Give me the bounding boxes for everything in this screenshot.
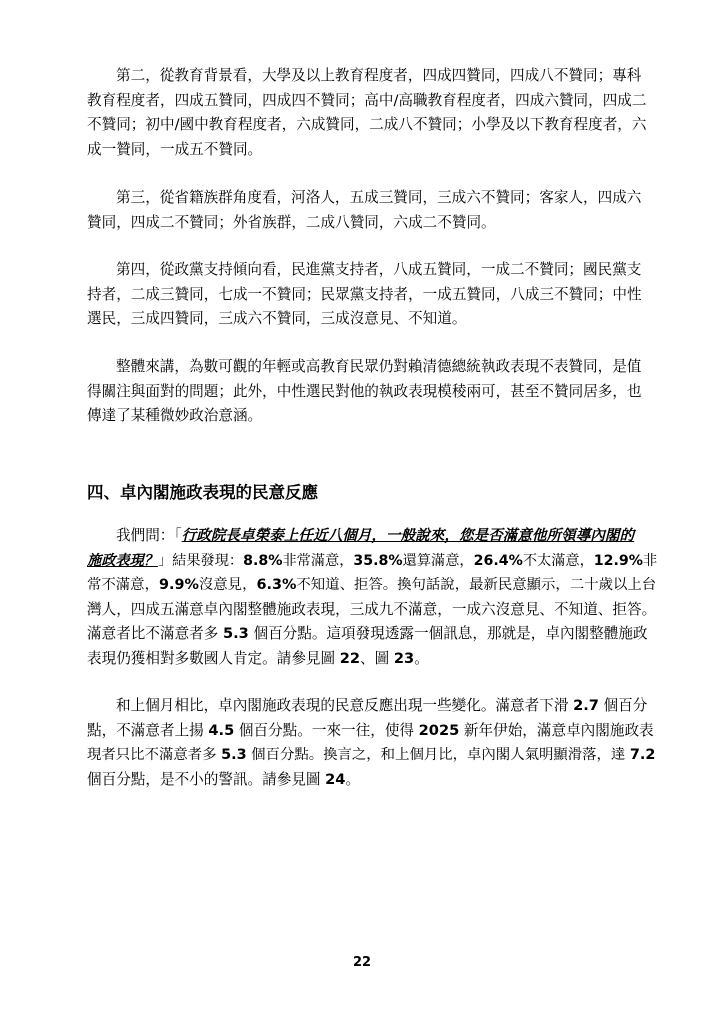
paragraph-ethnic: [87, 186, 657, 235]
text-line: 教育程度者，四成五贊同，四成四不贊同；高中/高職教育程度者，四成六贊同，四成二: [87, 91, 647, 109]
stat-value: 7.2: [629, 747, 656, 763]
text-line: [87, 647, 657, 672]
text-run: 」結果發現：: [157, 552, 244, 569]
text-line: 持者，二成三贊同，七成一不贊同；民眾黨支持者，一成五贊同，八成三不贊同；中性: [87, 285, 642, 303]
text-line: [87, 694, 657, 719]
text-run: 不太滿意，: [522, 552, 594, 569]
text-run: 。: [414, 649, 429, 667]
text-run: 非常滿意，: [282, 552, 354, 569]
stat-value: 26.4%: [473, 552, 523, 569]
text-run: 不知道、拒答。換句話說，最新民意顯示，二十歲以上台: [296, 577, 657, 593]
text-run: 表現仍獲相對多數國人肯定。請參見圖: [87, 649, 340, 667]
text-run: 我們問：「: [116, 527, 182, 544]
text-run: 個百分點。這項發現透露一個訊息，那就是，卓內閣整體施政: [248, 625, 648, 642]
text-line: [87, 622, 657, 647]
stat-value: 9.9%: [158, 577, 199, 593]
text-line: [87, 768, 657, 793]
text-run: 常不滿意，: [87, 577, 159, 593]
text-run: 點，不滿意者上揚: [87, 721, 209, 739]
stat-value: 12.9%: [593, 552, 644, 569]
text-run: 還算滿意，: [402, 552, 474, 569]
stat-value: 5.3: [221, 747, 247, 763]
figure-ref: 22: [339, 649, 361, 667]
text-run: 個百分點，是不小的警訊。請參見圖: [87, 770, 326, 788]
text-line: 第三，從省籍族群角度看，河洛人，五成三贊同，三成六不贊同；客家人，四成六: [116, 189, 642, 206]
text-line: [87, 573, 657, 598]
paragraph-overall: [87, 355, 657, 429]
text-run: 沒意見，: [198, 577, 257, 593]
text-line: [87, 524, 657, 549]
text-run: 和上個月相比，卓內閣施政表現的民意反應出現一些變化。滿意者下滑: [116, 697, 574, 714]
paragraph-party: [87, 258, 657, 332]
stat-value: 35.8%: [353, 552, 403, 569]
text-run: 現者只比不滿意者多: [87, 747, 222, 763]
stat-value: 8.8%: [243, 552, 283, 569]
figure-ref: 24: [325, 770, 346, 788]
text-line: 第二，從教育背景看，大學及以上教育程度者，四成四贊同，四成八不贊同；專科: [116, 67, 642, 84]
text-run: 個百分點。換言之，和上個月比，卓內閣人氣明顯滑落，達: [246, 747, 630, 763]
page-number: 22: [352, 955, 372, 970]
text-run: 。: [345, 770, 361, 788]
text-line: 成一贊同，一成五不贊同。: [87, 140, 263, 158]
figure-ref: 23: [393, 649, 415, 667]
text-line: 選民，三成四贊同，三成六不贊同，三成沒意見、不知道。: [87, 310, 467, 327]
text-line: 灣人，四成五滿意卓內閣整體施政表現，三成九不滿意，一成六沒意見、不知道、拒答。: [87, 600, 657, 618]
text-run: 個百分: [598, 697, 648, 714]
text-line: 傳達了某種微妙政治意涵。: [87, 407, 263, 424]
stat-value: 2.7: [573, 697, 599, 714]
paragraph-cabinet-survey: [87, 524, 657, 671]
text-line: [87, 549, 657, 574]
stat-value: 5.3: [222, 625, 249, 642]
text-line: 整體來講，為數可觀的年輕或高教育民眾仍對賴清德總統執政表現不表贊同，是值: [116, 358, 642, 375]
text-run: 滿意者比不滿意者多: [87, 625, 223, 642]
survey-question: 施政表現？: [87, 552, 158, 569]
text-run: 非: [643, 552, 658, 569]
paragraph-monthly-comparison: [87, 694, 657, 792]
text-run: 新年伊始，滿意卓內閣施政表: [459, 721, 654, 739]
text-run: 個百分點。一來一往，使得: [234, 721, 419, 739]
text-line: 第四，從政黨支持傾向看，民進黨支持者，八成五贊同，一成二不贊同；國民黨支: [116, 261, 642, 278]
section-heading: 四、卓內閣施政表現的民意反應: [87, 483, 318, 502]
survey-question: 行政院長卓榮泰上任近八個月，一般說來，您是否滿意他所領導內閣的: [181, 527, 635, 544]
paragraph-education: [87, 64, 657, 162]
text-line: [87, 743, 657, 768]
year-value: 2025: [418, 721, 460, 739]
text-line: 不贊同；初中/國中教育程度者，六成贊同，二成八不贊同；小學及以下教育程度者，六: [87, 116, 647, 133]
stat-value: 6.3%: [256, 577, 297, 593]
text-line: [87, 719, 657, 744]
text-line: 得關注與面對的問題；此外，中性選民對他的執政表現模稜兩可，甚至不贊同居多，也: [87, 382, 642, 400]
stat-value: 4.5: [208, 721, 235, 739]
text-run: 、圖: [360, 649, 394, 667]
text-line: 贊同，四成二不贊同；外省族群，二成八贊同，六成二不贊同。: [87, 213, 496, 231]
